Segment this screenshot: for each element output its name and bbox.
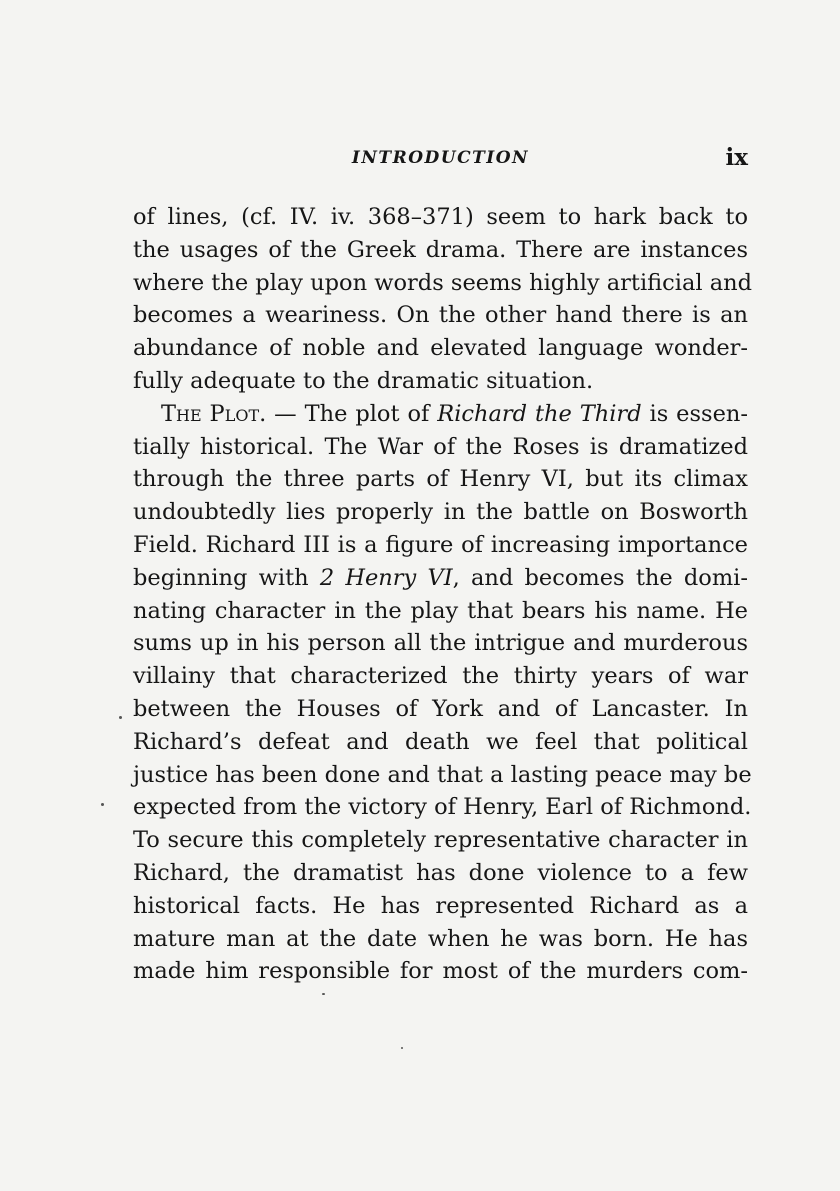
print-speck xyxy=(119,716,122,719)
play-title: 2 Henry VI xyxy=(319,564,453,591)
page-number: ix xyxy=(725,144,748,171)
text-line: expected from the victory of Henry, Earl of Richmond. xyxy=(133,794,752,821)
print-speck xyxy=(401,1047,403,1049)
text-line: To secure this completely representative character in xyxy=(133,827,748,854)
section-opening-line xyxy=(133,398,748,431)
text-line: justice has been done and that a lasting peace may be xyxy=(133,761,752,788)
text-line: historical facts. He has represented Richard as a xyxy=(133,892,748,919)
text-run: — The plot of xyxy=(266,400,438,427)
text-line: where the play upon words seems highly artificial and xyxy=(133,269,753,296)
text-line: fully adequate to the dramatic situation. xyxy=(133,367,594,394)
text-line: abundance of noble and elevated language wonder- xyxy=(133,335,748,362)
text-line: through the three parts of Henry VI, but its climax xyxy=(133,466,748,493)
text-line: tially historical. The War of the Roses is dramatized xyxy=(133,433,748,460)
text-line: Richard, the dramatist has done violence to a few xyxy=(133,859,748,886)
text-line: Richard’s defeat and death we feel that political xyxy=(133,728,748,755)
running-head xyxy=(133,144,748,178)
body-text xyxy=(133,201,753,988)
text-line: made him responsible for most of the murders com- xyxy=(133,958,748,985)
text-run: , and becomes the domi- xyxy=(452,564,748,591)
text-line: becomes a weariness. On the other hand there is an xyxy=(133,302,748,329)
text-line: Field. Richard III is a figure of increasing importance xyxy=(133,531,748,558)
text-line: undoubtedly lies properly in the battle on Bosworth xyxy=(133,499,748,526)
text-line: mature man at the date when he was born. He has xyxy=(133,925,748,952)
text-run: is essen- xyxy=(641,400,748,427)
section-heading: The Plot. xyxy=(161,400,267,427)
print-speck xyxy=(322,993,325,995)
text-line: between the Houses of York and of Lancaster. In xyxy=(133,695,748,722)
text-line: nating character in the play that bears his name. He xyxy=(133,597,748,624)
running-title: INTRODUCTION xyxy=(351,148,530,168)
text-line-with-title xyxy=(133,562,748,595)
print-speck xyxy=(101,803,104,806)
text-run: beginning with xyxy=(133,564,320,591)
text-line: the usages of the Greek drama. There are instances xyxy=(133,236,748,263)
play-title: Richard the Third xyxy=(437,400,642,427)
text-line: of lines, (cf. IV. iv. 368–371) seem to hark back to xyxy=(133,204,748,230)
text-line: villainy that characterized the thirty years of war xyxy=(133,663,748,690)
text-line: sums up in his person all the intrigue and murderous xyxy=(133,630,748,657)
